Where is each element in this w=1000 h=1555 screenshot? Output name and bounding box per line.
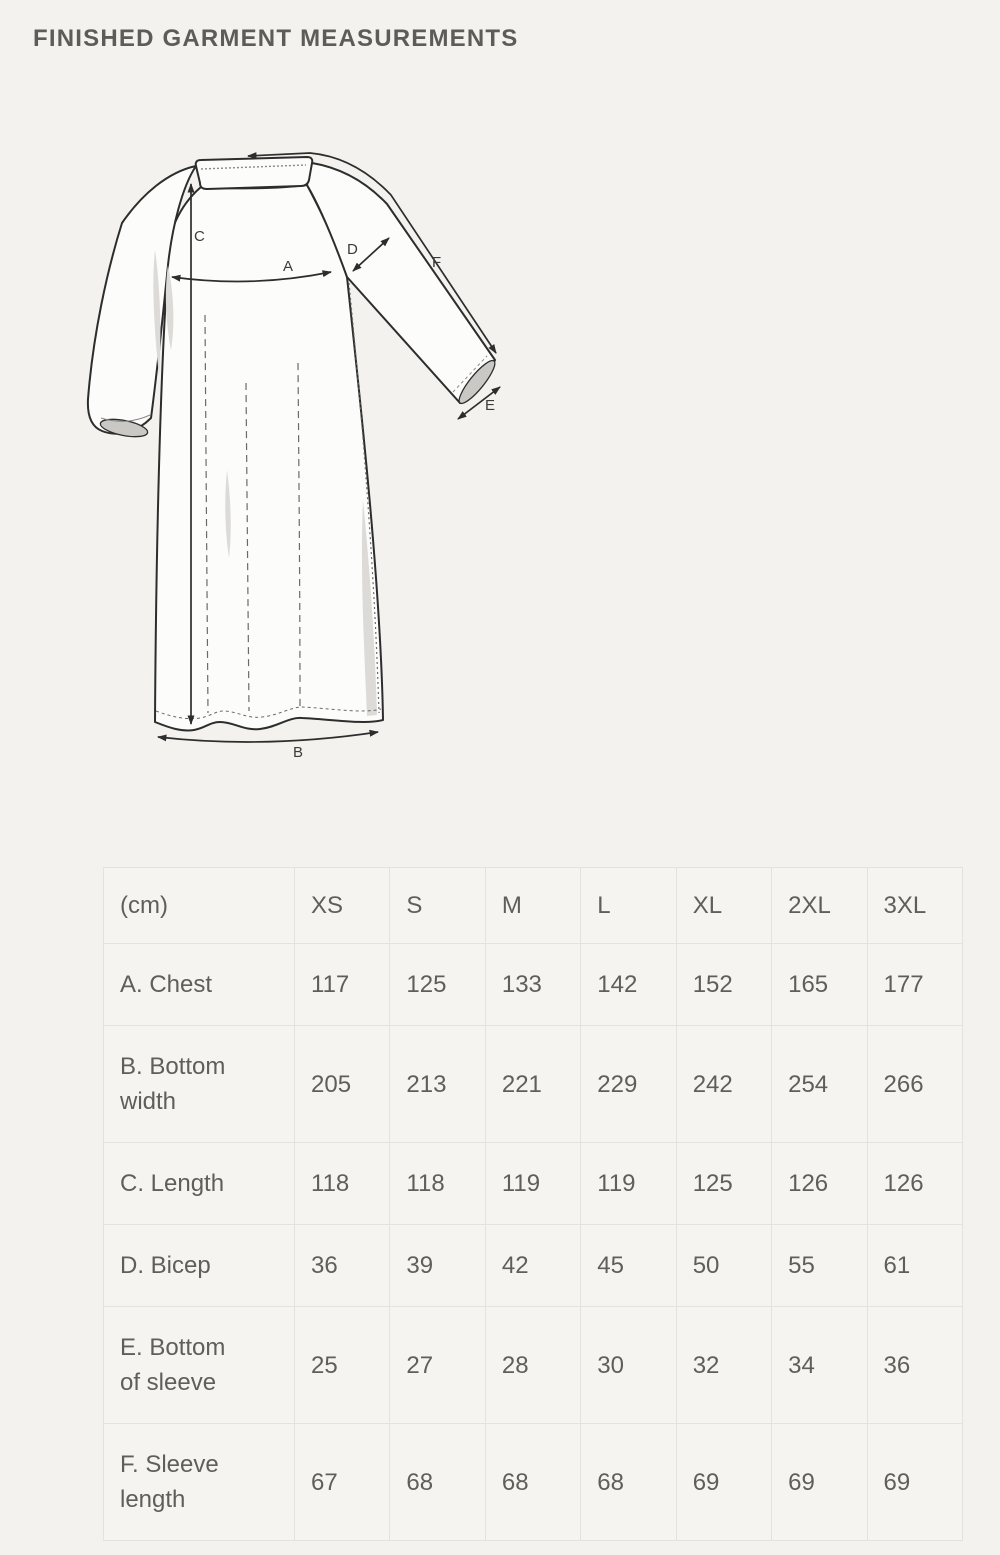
- measurement-value: 133: [485, 944, 580, 1026]
- size-column-header-l: L: [581, 868, 676, 944]
- measurement-value: 69: [676, 1424, 771, 1541]
- measurement-value: 27: [390, 1307, 485, 1424]
- measurement-value: 126: [867, 1143, 962, 1225]
- measurement-value: 68: [485, 1424, 580, 1541]
- size-column-header-xl: XL: [676, 868, 771, 944]
- measurement-value: 50: [676, 1225, 771, 1307]
- garment-neckband: [196, 157, 313, 189]
- measure-b: [158, 732, 378, 761]
- page-title: FINISHED GARMENT MEASUREMENTS: [33, 25, 519, 52]
- row-label: E. Bottom of sleeve: [104, 1307, 295, 1424]
- measurement-value: 68: [581, 1424, 676, 1541]
- measure-c-label: C: [194, 228, 205, 245]
- measurement-value: 45: [581, 1225, 676, 1307]
- measurement-value: 266: [867, 1026, 962, 1143]
- measurement-value: 55: [772, 1225, 867, 1307]
- row-label: D. Bicep: [104, 1225, 295, 1307]
- measurement-value: 119: [485, 1143, 580, 1225]
- measurement-value: 69: [867, 1424, 962, 1541]
- measure-b-label: B: [293, 744, 304, 761]
- measurement-value: 254: [772, 1026, 867, 1143]
- measurement-value: 125: [676, 1143, 771, 1225]
- table-row-bicep: [104, 1225, 963, 1307]
- measurement-value: 28: [485, 1307, 580, 1424]
- measurement-value: 30: [581, 1307, 676, 1424]
- measurement-value: 61: [867, 1225, 962, 1307]
- size-table: [103, 867, 963, 1541]
- measurement-value: 165: [772, 944, 867, 1026]
- table-row-chest: [104, 944, 963, 1026]
- measurement-value: 126: [772, 1143, 867, 1225]
- measurement-value: 32: [676, 1307, 771, 1424]
- measurement-value: 177: [867, 944, 962, 1026]
- measurement-value: 68: [390, 1424, 485, 1541]
- size-column-header-m: M: [485, 868, 580, 944]
- measurement-value: 36: [295, 1225, 390, 1307]
- unit-header: (cm): [104, 868, 295, 944]
- table-row-bottom-of-sleeve: [104, 1307, 963, 1424]
- measurement-value: 152: [676, 944, 771, 1026]
- measurement-value: 213: [390, 1026, 485, 1143]
- row-label: C. Length: [104, 1143, 295, 1225]
- size-column-header-s: S: [390, 868, 485, 944]
- measurement-value: 118: [295, 1143, 390, 1225]
- row-label: B. Bottom width: [104, 1026, 295, 1143]
- table-row-sleeve-length: [104, 1424, 963, 1541]
- measure-a-label: A: [283, 258, 294, 275]
- measurement-value: 42: [485, 1225, 580, 1307]
- table-row-length: [104, 1143, 963, 1225]
- row-label: F. Sleeve length: [104, 1424, 295, 1541]
- garment-diagram: [60, 125, 520, 775]
- measure-f-label: F: [432, 254, 442, 271]
- row-label: A. Chest: [104, 944, 295, 1026]
- measurement-value: 119: [581, 1143, 676, 1225]
- measurement-value: 229: [581, 1026, 676, 1143]
- measurement-value: 25: [295, 1307, 390, 1424]
- table-header-row: [104, 868, 963, 944]
- garment-diagram-svg: [60, 125, 520, 775]
- measurement-value: 69: [772, 1424, 867, 1541]
- measurement-value: 142: [581, 944, 676, 1026]
- measurement-value: 242: [676, 1026, 771, 1143]
- measure-d-label: D: [347, 241, 358, 258]
- measurement-value: 221: [485, 1026, 580, 1143]
- size-column-header-xs: XS: [295, 868, 390, 944]
- measure-e-label: E: [485, 397, 496, 414]
- measurement-value: 118: [390, 1143, 485, 1225]
- size-column-header-2xl: 2XL: [772, 868, 867, 944]
- measurement-value: 36: [867, 1307, 962, 1424]
- size-column-header-3xl: 3XL: [867, 868, 962, 944]
- table-row-bottom-width: [104, 1026, 963, 1143]
- measurement-value: 205: [295, 1026, 390, 1143]
- measurement-value: 39: [390, 1225, 485, 1307]
- measurement-value: 125: [390, 944, 485, 1026]
- measurement-value: 67: [295, 1424, 390, 1541]
- measurement-value: 117: [295, 944, 390, 1026]
- measurement-value: 34: [772, 1307, 867, 1424]
- measure-b-arrow: [158, 732, 378, 742]
